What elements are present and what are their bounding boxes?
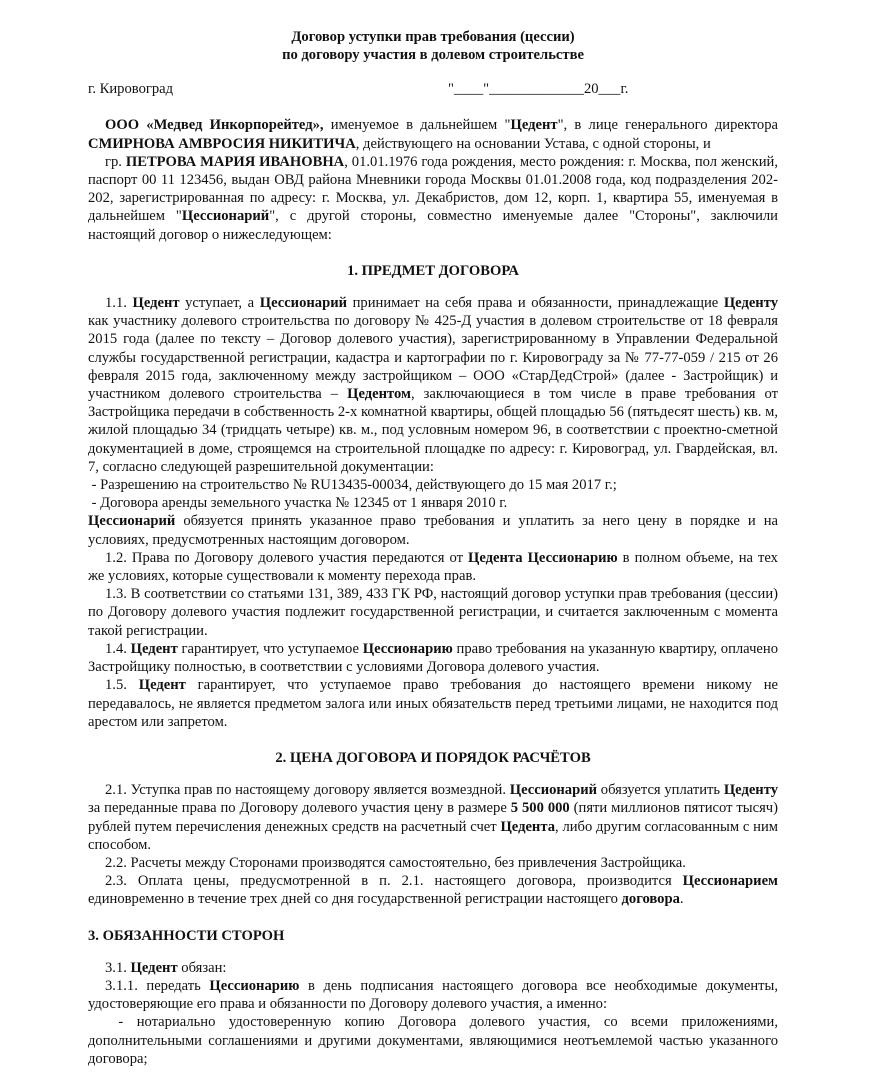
document-subtitle: по договору участия в долевом строительстве — [282, 47, 584, 64]
text-run: гарантирует, что уступаемое — [177, 640, 363, 657]
date-placeholder: "____"_____________20___г. — [448, 81, 629, 98]
text-run: единовременно в течение трех дней со дня государственной регистрации настоящего — [88, 891, 622, 908]
text-run: обязуется принять указанное право требования и уплатить за него цену в порядке и на условиях, предусмотренных настоящим договором. — [88, 513, 778, 548]
text-run: в полном объеме, на тех же условиях, которые существовали к моменту перехода прав. — [88, 549, 778, 585]
text-run: 2.3. Оплата цены, предусмотренной в п. 2.1. настоящего договора, производится — [105, 873, 683, 890]
bold-text: СМИРНОВА АМВРОСИЯ НИКИТИЧА — [88, 135, 356, 152]
text-run: обязуется уплатить — [597, 782, 724, 799]
paragraph — [88, 977, 778, 1013]
text-run: - нотариально удостоверенную копию Договора долевого участия, со всеми приложениями, дополнительными соглашениями и другими документами, являющимися неотъемлемой частью указанного договора; — [88, 1014, 778, 1067]
paragraph — [88, 476, 778, 494]
bold-text: Цедентом — [347, 386, 411, 403]
text-run: 3.1.1. передать — [105, 977, 210, 994]
bold-text: ООО «Медвед Инкорпорейтед», — [105, 117, 324, 134]
text-run: . — [679, 891, 684, 908]
text-run: , 01.01.1976 года рождения, место рождения: г. Москва, пол женский, паспорт 00 11 123456, выдан ОВД района Мневники города Москвы 01.01.2008 года, код подразделения 202-202, зарегистрированная по адресу: г. Москва, ул. Декабристов, дом 12, корп. 1, квартира 55, именуемая в дальнейшем " — [88, 153, 778, 225]
bold-text: Цедента Цессионарию — [467, 549, 618, 566]
bold-text: Цедент — [130, 640, 178, 657]
bold-text: Цедент — [132, 295, 180, 312]
text-run: 1.2. Права по Договору долевого участия передаются от — [105, 549, 468, 566]
bold-text: Цессионарием — [682, 873, 778, 890]
paragraph — [88, 872, 778, 908]
paragraph — [88, 1013, 778, 1068]
paragraph — [88, 494, 778, 512]
section-heading — [88, 927, 778, 945]
paragraph — [88, 959, 778, 977]
bold-text: 5 500 000 — [510, 800, 570, 817]
text-run: 1.1. — [105, 295, 133, 312]
text-run: 1.5. — [105, 677, 139, 694]
text-run: ", с другой стороны, совместно именуемые далее "Стороны", заключили настоящий договор о нижеследующем: — [88, 208, 778, 243]
paragraph — [88, 294, 778, 476]
text-run: за переданные права по Договору долевого участия цену в размере — [88, 800, 511, 817]
text-run: 3.1. — [105, 959, 131, 976]
paragraph — [88, 153, 778, 244]
text-run: - Договора аренды земельного участка № 12345 от 1 января 2010 г. — [88, 495, 508, 512]
bold-text: Цеденту — [723, 782, 778, 799]
paragraph — [88, 585, 778, 640]
bold-text: Цедент — [130, 959, 178, 976]
text-run: гарантирует, что уступаемое право требования до настоящего времени никому не передавалось, не является предметом залога или иных обязательств перед третьими лицами, не находится под арестом или запретом. — [88, 677, 778, 730]
place-date-line — [88, 80, 778, 98]
text-run: 2.1. Уступка прав по настоящему договору является возмездной. — [105, 782, 510, 799]
text-run: 2.2. Расчеты между Сторонами производятся самостоятельно, без привлечения Застройщика. — [105, 854, 686, 871]
text-run: ", в лице генерального директора — [557, 117, 779, 134]
section-heading — [88, 262, 778, 280]
bold-text: Цессионарию — [209, 977, 300, 994]
text-run: 3. ОБЯЗАННОСТИ СТОРОН — [88, 927, 285, 944]
section-heading — [88, 749, 778, 767]
bold-text: ПЕТРОВА МАРИЯ ИВАНОВНА — [125, 153, 345, 170]
text-run: (пяти миллионов пятисот тысяч) рублей путем перечисления денежных средств на расчетный счет — [88, 800, 779, 835]
text-run: гр. — [105, 153, 126, 170]
paragraph — [88, 512, 778, 548]
text-run: 2. ЦЕНА ДОГОВОРА И ПОРЯДОК РАСЧЁТОВ — [275, 749, 591, 766]
paragraph — [88, 781, 778, 854]
paragraph — [88, 640, 778, 676]
document-title: Договор уступки прав требования (цессии) — [291, 29, 575, 45]
bold-text: Цеденту — [723, 295, 778, 312]
text-run: уступает, а — [179, 295, 260, 312]
text-run: 1.4. — [105, 640, 131, 657]
text-run: именуемое в дальнейшем " — [323, 117, 511, 134]
text-run: 1. ПРЕДМЕТ ДОГОВОРА — [347, 262, 519, 279]
text-run: в день подписания настоящего договора все необходимые документы, удостоверяющие его права и обязанности по Договору долевого участия, а именно: — [88, 977, 779, 1013]
text-run: , либо другим согласованным с ним способом. — [88, 818, 778, 853]
text-run: принимает на себя права и обязанности, принадлежащие — [347, 295, 724, 312]
document-body — [88, 98, 778, 1068]
bold-text: Цедент — [138, 677, 186, 694]
bold-text: Цедент — [510, 117, 558, 134]
text-run: , заключающиеся в том числе в праве требования от Застройщика передачи в собственность 2-х комнатной квартиры, общей площадью 56 (пятьдесят шесть) кв. м, жилой площадью 34 (тридцать четыре) кв. м., под условным номером 96, в соответствии с проектно-сметной документацией в доме, строящемся на строительной площадке по адресу: г. Кировоград, ул. Гвардейская, вл. 7, согласно следующей разрешительной документации: — [88, 386, 778, 475]
paragraph — [88, 549, 778, 585]
text-run: 1.3. В соответствии со статьями 131, 389, 433 ГК РФ, настоящий договор уступки прав требования (цессии) по Договору долевого участия подлежит государственной регистрации, и считается заключенным с момента такой регистрации. — [88, 586, 778, 639]
bold-text: Цессионарий — [509, 782, 598, 799]
text-run: обязан: — [177, 959, 227, 976]
bold-text: Цессионарий — [181, 208, 270, 225]
bold-text: Цессионарий — [88, 513, 176, 530]
paragraph — [88, 854, 778, 872]
paragraph — [88, 676, 778, 731]
text-run: как участнику долевого строительства по договору № 425-Д участия в долевом строительстве от 18 февраля 2015 года (далее по тексту – Договор долевого участия), зарегистрированному в Управлении Федеральной службы государственной регистрации, кадастра и картографии по г. Кировограду за № 77-77-059 / 215 от 26 февраля 2015 года, заключенному между застройщиком – ООО «СтарДедСтрой» (далее - Застройщик) и участником долевого строительства – — [88, 313, 778, 403]
paragraph — [88, 116, 778, 152]
bold-text: договора — [621, 891, 680, 908]
bold-text: Цедента — [500, 818, 555, 835]
bold-text: Цессионарию — [362, 640, 453, 657]
city: г. Кировоград — [88, 81, 174, 98]
text-run: - Разрешению на строительство № RU13435-00034, действующего до 15 мая 2017 г.; — [88, 477, 617, 494]
text-run: , действующего на основании Устава, с одной стороны, и — [355, 135, 711, 152]
bold-text: Цессионарий — [259, 295, 348, 312]
text-run: право требования на указанную квартиру, оплачено Застройщику полностью, в соответствии с условиями Договора долевого участия. — [88, 640, 778, 676]
